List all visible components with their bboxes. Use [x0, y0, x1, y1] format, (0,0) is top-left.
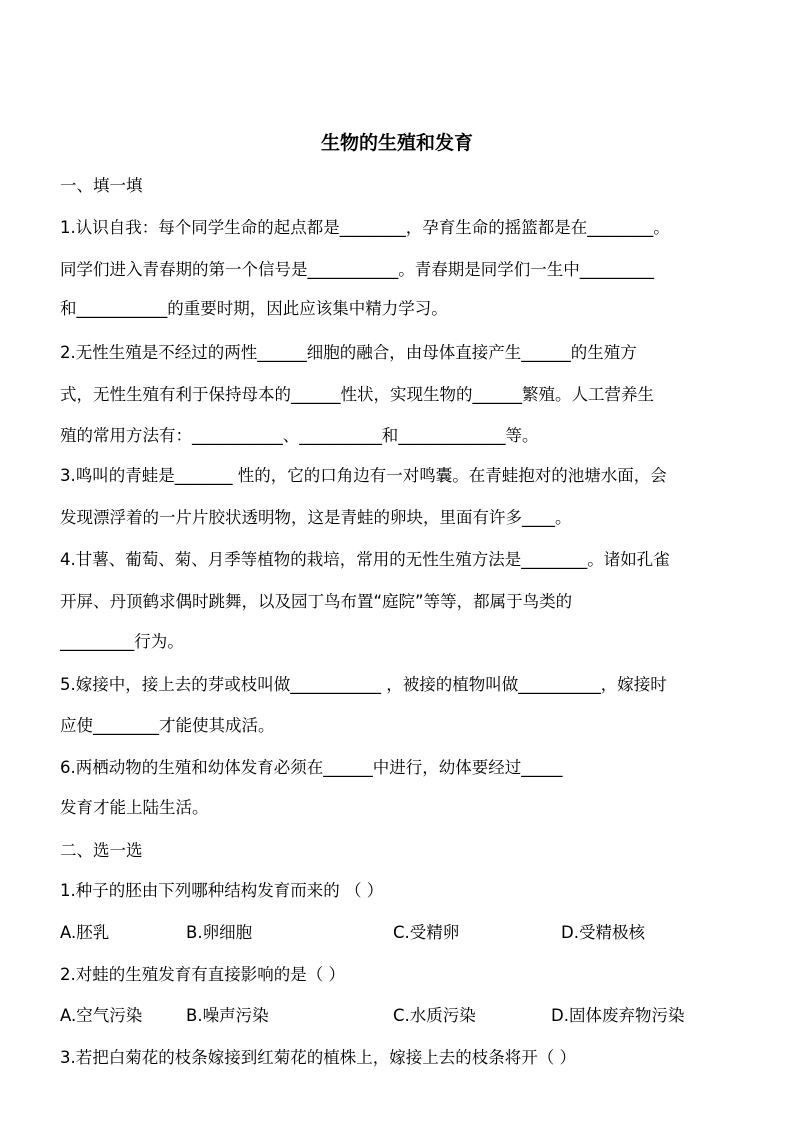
option-d: D.受精极核: [561, 923, 645, 942]
question-stem: 1.种子的胚由下列哪种结构发育而来的 （ ）: [60, 881, 384, 900]
fill-in-line: 和___________的重要时期，因此应该集中精力学习。: [60, 299, 448, 318]
fill-in-line: 开屏、丹顶鹤求偶时跳舞，以及园丁鸟布置“庭院”等等，都属于鸟类的: [60, 592, 573, 611]
fill-in-line: 4.甘薯、葡萄、菊、月季等植物的栽培，常用的无性生殖方法是________。诸如孔雀: [60, 550, 670, 569]
option-c: C.受精卵: [393, 923, 460, 942]
option-c: C.水质污染: [393, 1006, 476, 1025]
fill-in-line: 5.嫁接中，接上去的芽或枝叫做___________ ，被接的植物叫做__________，嫁接时: [60, 675, 667, 694]
option-a: A.胚乳: [60, 923, 110, 942]
section-heading-fill-in: 一、填一填: [60, 176, 143, 195]
fill-in-line: 同学们进入青春期的第一个信号是___________。青春期是同学们一生中_________: [60, 260, 654, 279]
fill-in-line: 1.认识自我：每个同学生命的起点都是________，孕育生命的摇篮都是在________。: [60, 218, 670, 237]
question-stem: 2.对蛙的生殖发育有直接影响的是（ ）: [60, 965, 345, 984]
fill-in-line: 式，无性生殖有利于保持母本的______性状，实现生物的______繁殖。人工营养生: [60, 385, 654, 404]
fill-in-line: 发现漂浮着的一片片胶状透明物，这是青蛙的卵块，里面有许多____。: [60, 508, 572, 527]
option-d: D.固体废弃物污染: [551, 1006, 685, 1025]
fill-in-line: 3.鸣叫的青蛙是_______ 性的，它的口角边有一对鸣囊。在青蛙抱对的池塘水面，会: [60, 466, 667, 485]
option-b: B.噪声污染: [186, 1006, 269, 1025]
fill-in-line: _________行为。: [60, 632, 184, 651]
question-stem: 3.若把白菊花的枝条嫁接到红菊花的植株上，嫁接上去的枝条将开（ ）: [60, 1048, 576, 1067]
option-a: A.空气污染: [60, 1006, 143, 1025]
fill-in-line: 发育才能上陆生活。: [60, 798, 209, 817]
fill-in-line: 2.无性生殖是不经过的两性______细胞的融合，由母体直接产生______的生殖方: [60, 343, 637, 362]
fill-in-line: 6.两栖动物的生殖和幼体发育必须在______中进行，幼体要经过_____: [60, 758, 563, 777]
fill-in-line: 应使________才能使其成活。: [60, 716, 275, 735]
option-b: B.卵细胞: [186, 923, 253, 942]
fill-in-line: 殖的常用方法有：___________、__________和_____________等。: [60, 426, 539, 445]
page-title: 生物的生殖和发育: [320, 132, 473, 154]
section-heading-choice: 二、选一选: [60, 841, 143, 860]
